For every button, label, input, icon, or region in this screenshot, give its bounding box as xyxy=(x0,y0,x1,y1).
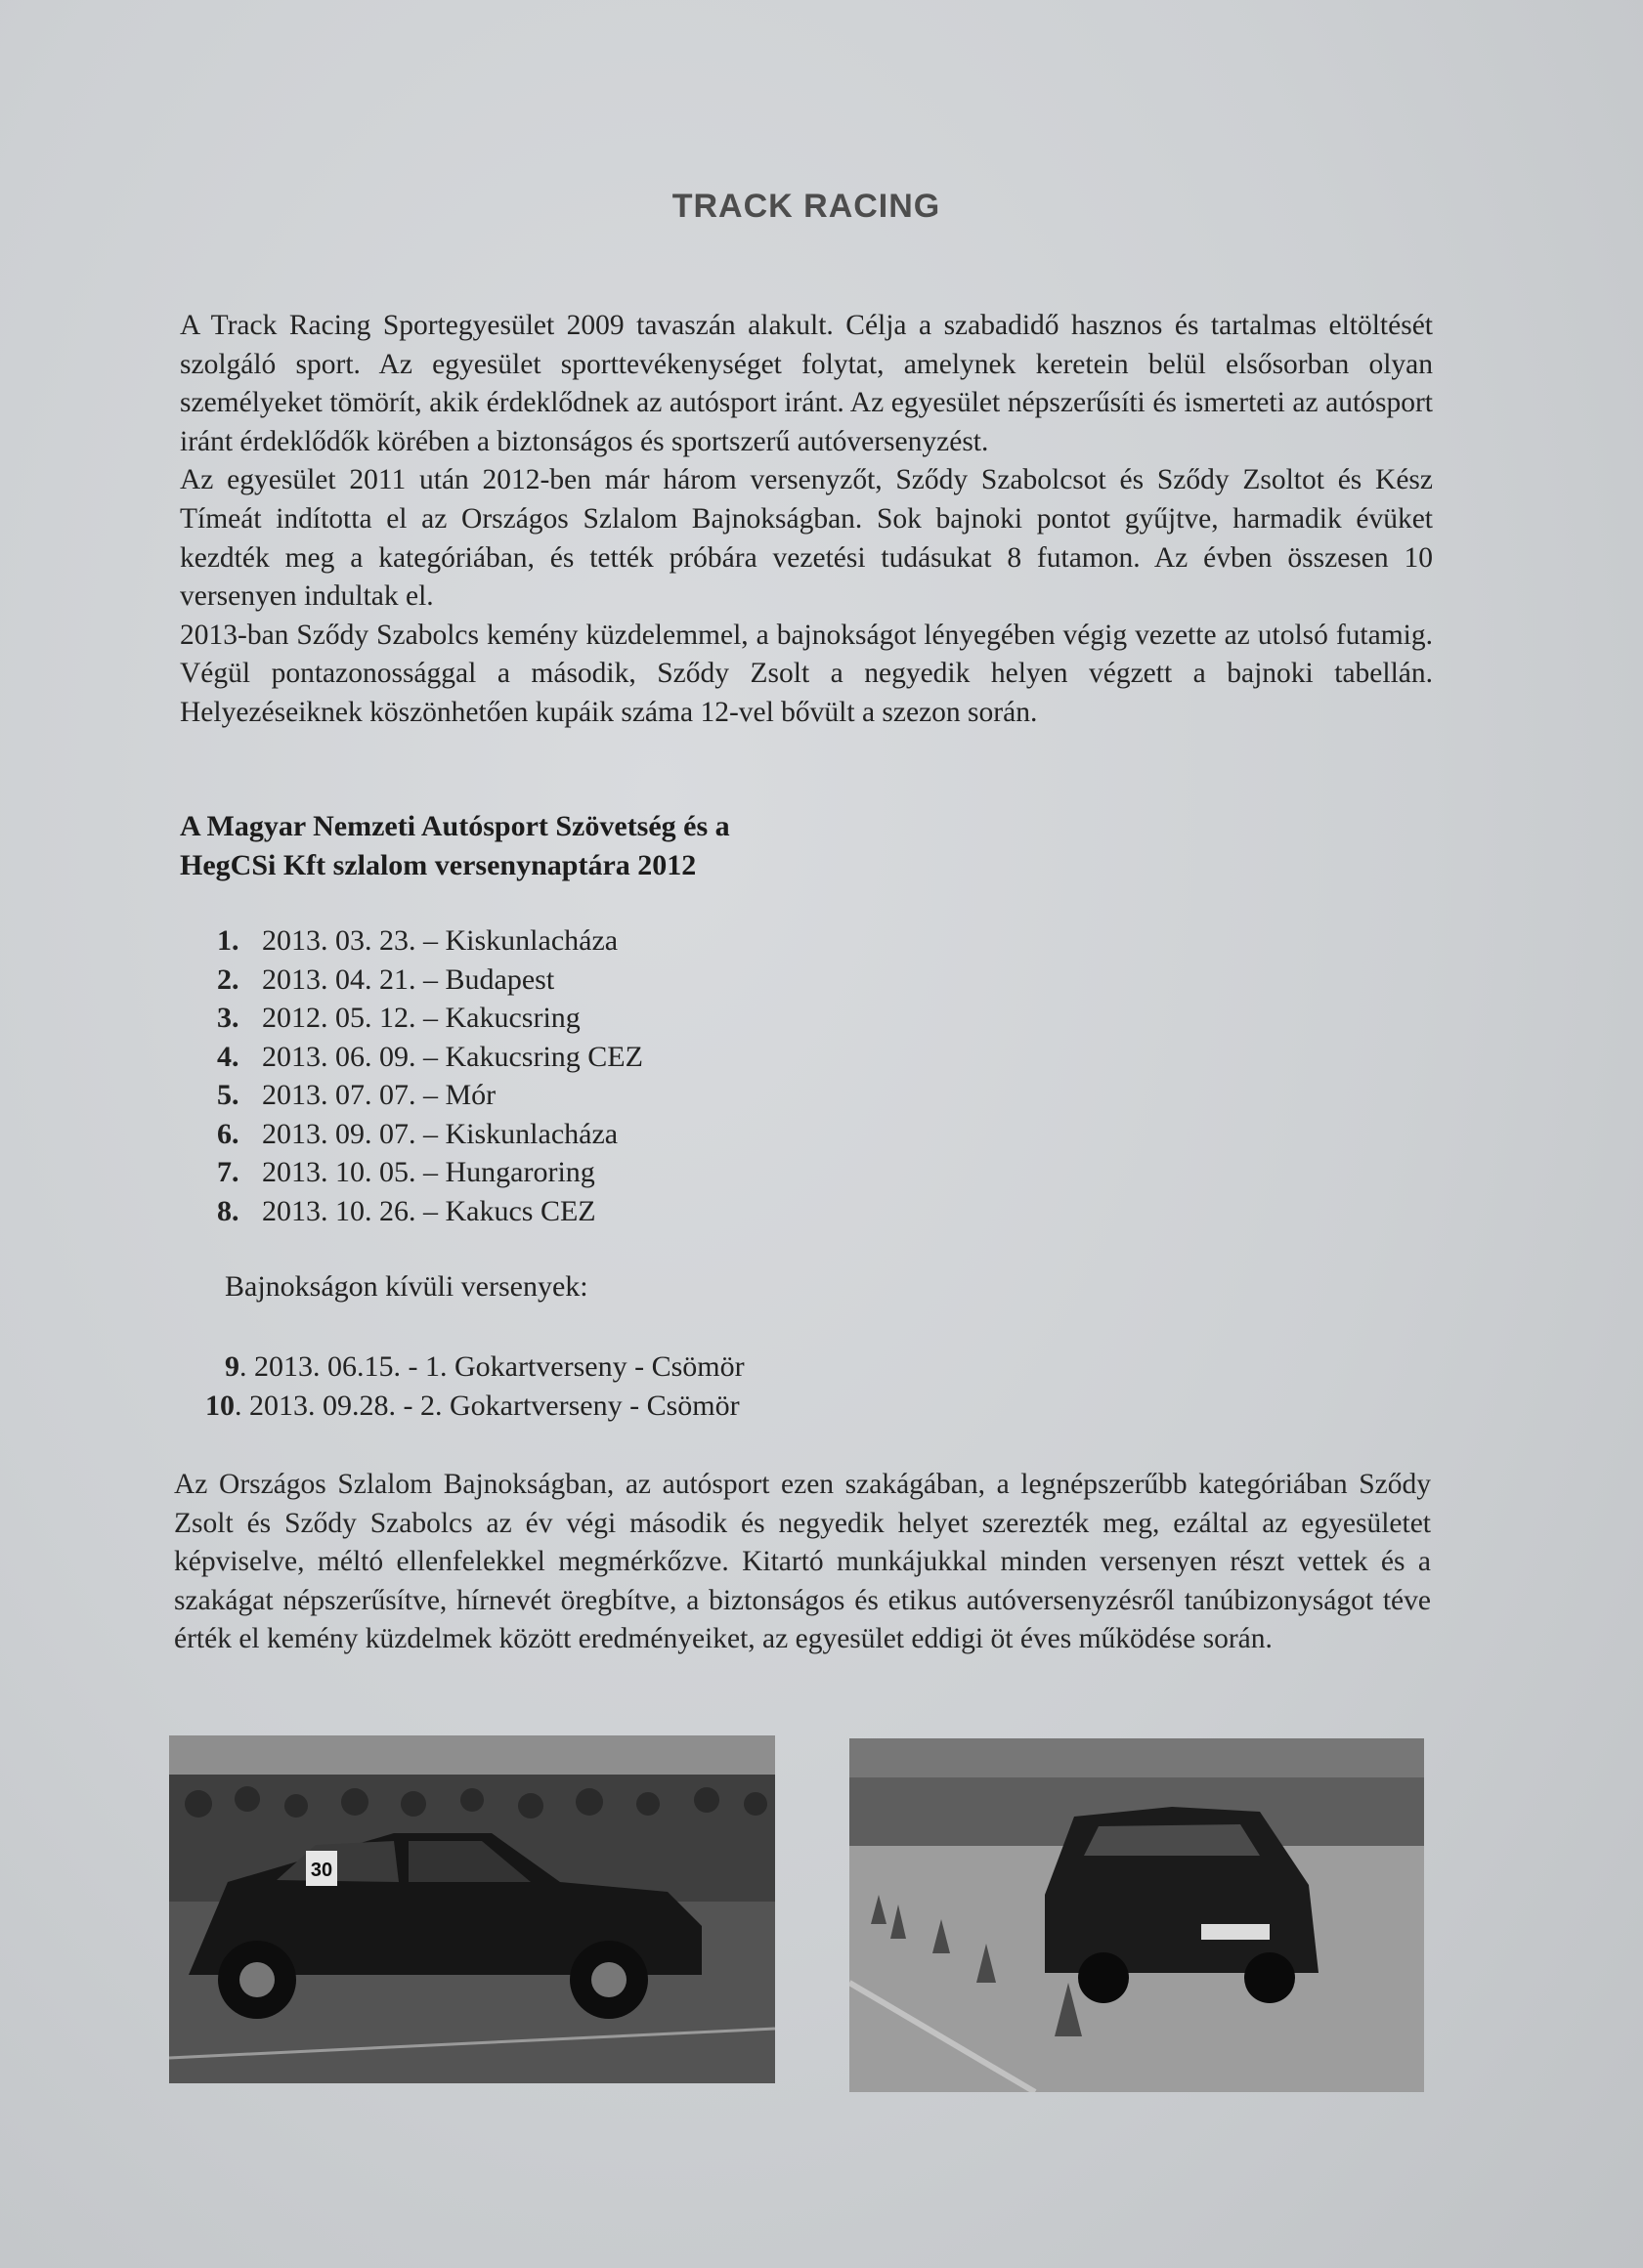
schedule-item xyxy=(217,1076,643,1115)
car-number-label: 30 xyxy=(310,1860,333,1881)
closing-paragraph xyxy=(174,1466,1431,1659)
rally-car-photo-1 xyxy=(169,1735,775,2083)
extra-race-number: 10 xyxy=(205,1389,235,1422)
extra-race-item xyxy=(205,1387,745,1426)
schedule-item-text: 2013. 10. 05. – Hungaroring xyxy=(262,1156,595,1188)
schedule-item-number: 6. xyxy=(217,1117,239,1150)
car-with-crowd-image xyxy=(169,1735,775,2083)
intro-paragraph-3: 2013-ban Sződy Szabolcs kemény küzdelemmel, a bajnokságot lényegében végig vezette az utolsó futamig. Végül pontazonossággal a második, Sződy Zsolt a negyedik helyen végzett a bajnoki tabellán. Helyezéseiknek köszönhetően kupáik száma 12-vel bővült a szezon során. xyxy=(180,619,1433,728)
extra-race-text: . 2013. 06.15. - 1. Gokartverseny - Csömör xyxy=(239,1350,745,1383)
page-title: TRACK RACING xyxy=(671,188,941,225)
intro-text xyxy=(180,307,1433,733)
schedule-item-number: 3. xyxy=(217,1002,239,1034)
schedule-item-text: 2013. 07. 07. – Mór xyxy=(262,1079,497,1111)
extra-race-number: 9 xyxy=(225,1350,239,1383)
intro-paragraph-1: A Track Racing Sportegyesület 2009 tavaszán alakult. Célja a szabadidő hasznos és tartalmas eltöltését szolgáló sport. Az egyesület sporttevékenységet folytat, amelynek keretein belül elsősorban olyan személyeket tömörít, akik érdeklődnek az autósport iránt. Az egyesület népszerűsíti és ismerteti az autósport iránt érdeklődők körében a biztonságos és sportszerű autóversenyzést. xyxy=(180,310,1433,457)
schedule-heading-line-2: HegCSi Kft szlalom versenynaptára 2012 xyxy=(180,849,697,881)
schedule-item xyxy=(217,1192,643,1231)
schedule-item xyxy=(217,1153,643,1192)
schedule-item xyxy=(217,921,643,961)
schedule-list xyxy=(217,921,643,1230)
rally-car-photo-2 xyxy=(849,1738,1424,2092)
closing-text: Az Országos Szlalom Bajnokságban, az autósport ezen szakágában, a legnépszerűbb kategóriában Sződy Zsolt és Sződy Szabolcs az év végi második és negyedik helyet szerezték meg, ezáltal az egyesületet képviselve, méltó ellenfelekkel megmérkőzve. Kitartó munkájukkal minden versenyen részt vettek és a szakágat népszerűsítve, hírnevét öregbítve, a biztonságos és etikus autóversenyzésről tanúbizonyságot téve érték el kemény küzdelmek között eredményeiket, az egyesület eddigi öt éves működése során. xyxy=(174,1469,1431,1655)
schedule-heading-line-1: A Magyar Nemzeti Autósport Szövetség és a xyxy=(180,810,730,842)
schedule-item xyxy=(217,1115,643,1154)
schedule-item-number: 1. xyxy=(217,924,239,957)
schedule-item xyxy=(217,999,643,1038)
car-slalom-cones-image xyxy=(849,1738,1424,2092)
extra-races-heading: Bajnokságon kívüli versenyek: xyxy=(225,1270,588,1303)
schedule-item-text: 2013. 04. 21. – Budapest xyxy=(262,963,555,996)
schedule-item-number: 8. xyxy=(217,1194,239,1227)
schedule-item xyxy=(217,961,643,1000)
intro-paragraph-2: Az egyesület 2011 után 2012-ben már három versenyzőt, Sződy Szabolcsot és Sződy Zsoltot és Kész Tímeát indította el az Országos Szlalom Bajnokságban. Sok bajnoki pontot gyűjtve, harmadik évüket kezdték meg a kategóriában, és tették próbára vezetési tudásukat 8 futamon. Az évben összesen 10 versenyen indultak el. xyxy=(180,464,1433,613)
extra-races-list xyxy=(205,1348,745,1425)
schedule-item xyxy=(217,1038,643,1077)
schedule-item-number: 5. xyxy=(217,1079,239,1111)
schedule-item-text: 2012. 05. 12. – Kakucsring xyxy=(262,1002,581,1034)
schedule-item-text: 2013. 03. 23. – Kiskunlacháza xyxy=(262,924,619,957)
schedule-item-text: 2013. 06. 09. – Kakucsring CEZ xyxy=(262,1040,643,1073)
extra-race-text: . 2013. 09.28. - 2. Gokartverseny - Csömör xyxy=(235,1389,740,1422)
schedule-item-text: 2013. 10. 26. – Kakucs CEZ xyxy=(262,1194,596,1227)
extra-race-item xyxy=(205,1348,745,1387)
schedule-item-number: 2. xyxy=(217,963,239,996)
schedule-heading xyxy=(180,807,1157,885)
schedule-item-number: 7. xyxy=(217,1156,239,1188)
schedule-item-text: 2013. 09. 07. – Kiskunlacháza xyxy=(262,1117,619,1150)
schedule-item-number: 4. xyxy=(217,1040,239,1073)
